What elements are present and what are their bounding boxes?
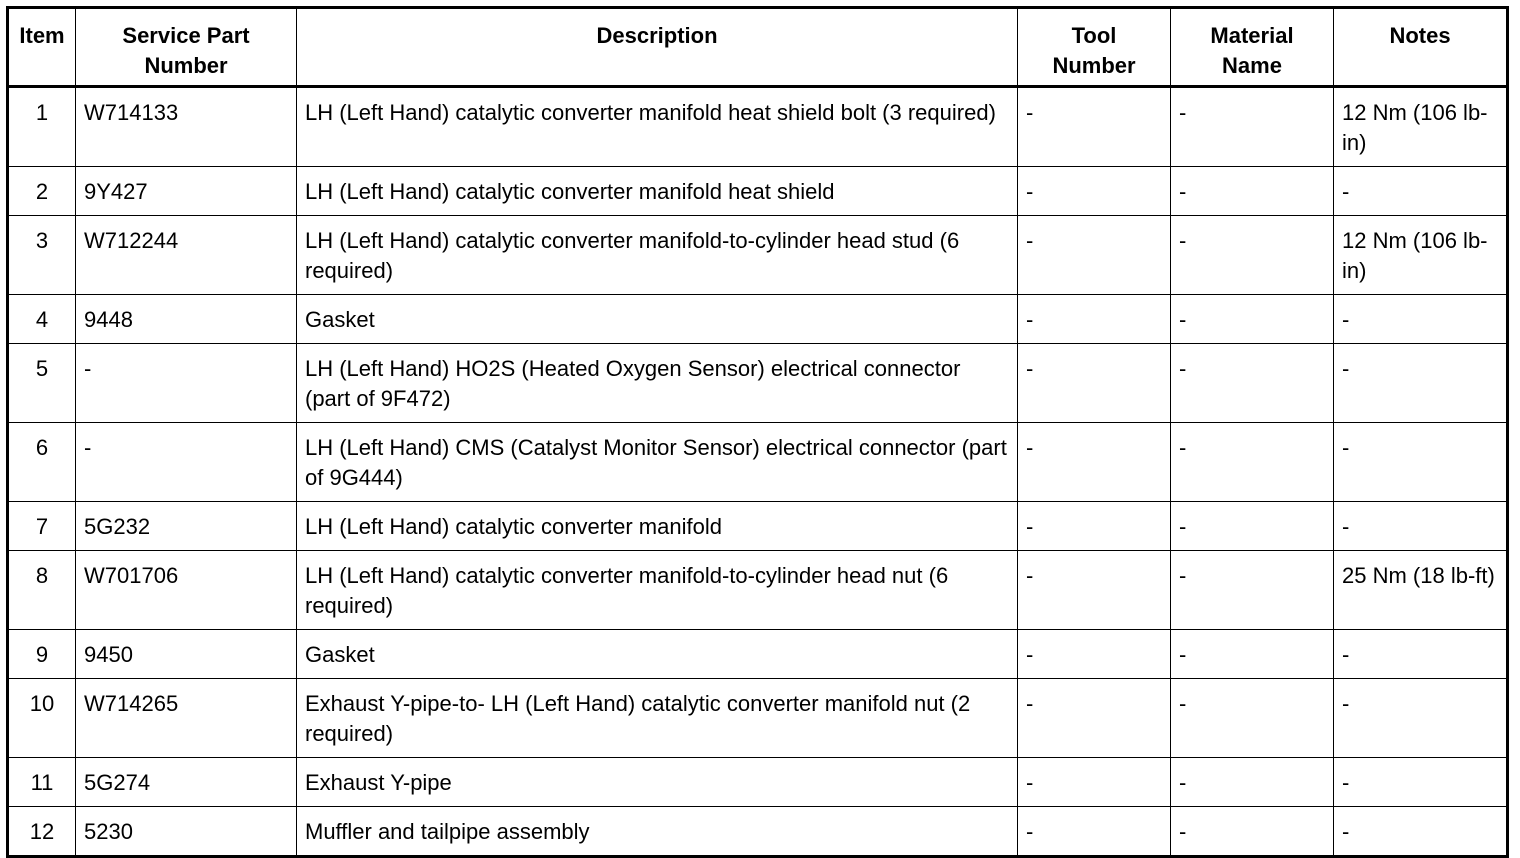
cell-description: Muffler and tailpipe assembly [297, 807, 1018, 857]
cell-description: LH (Left Hand) catalytic converter manifold-to-cylinder head stud (6 required) [297, 216, 1018, 295]
cell-notes: - [1334, 344, 1508, 423]
cell-item: 10 [8, 679, 76, 758]
table-row [8, 344, 1508, 423]
cell-service-part-number: W701706 [76, 551, 297, 630]
cell-service-part-number: 5230 [76, 807, 297, 857]
table-row [8, 502, 1508, 551]
cell-material-name: - [1171, 679, 1334, 758]
cell-service-part-number: 5G274 [76, 758, 297, 807]
cell-description: LH (Left Hand) HO2S (Heated Oxygen Sensor) electrical connector (part of 9F472) [297, 344, 1018, 423]
cell-description: Exhaust Y-pipe [297, 758, 1018, 807]
cell-material-name: - [1171, 502, 1334, 551]
cell-item: 6 [8, 423, 76, 502]
cell-item: 7 [8, 502, 76, 551]
header-service-part-number-line2: Number [144, 53, 228, 78]
cell-material-name: - [1171, 630, 1334, 679]
cell-description: Gasket [297, 295, 1018, 344]
table-row [8, 216, 1508, 295]
header-row [8, 8, 1508, 87]
cell-notes: - [1334, 758, 1508, 807]
header-tool-number-line2: Number [1052, 53, 1136, 78]
cell-notes: 12 Nm (106 lb-in) [1334, 87, 1508, 167]
cell-item: 8 [8, 551, 76, 630]
cell-tool-number: - [1018, 630, 1171, 679]
cell-notes: - [1334, 167, 1508, 216]
cell-description: LH (Left Hand) catalytic converter manifold [297, 502, 1018, 551]
cell-tool-number: - [1018, 758, 1171, 807]
cell-material-name: - [1171, 167, 1334, 216]
cell-item: 9 [8, 630, 76, 679]
cell-material-name: - [1171, 216, 1334, 295]
table-row [8, 87, 1508, 167]
header-description: Description [297, 8, 1018, 87]
cell-description: LH (Left Hand) CMS (Catalyst Monitor Sensor) electrical connector (part of 9G444) [297, 423, 1018, 502]
cell-tool-number: - [1018, 344, 1171, 423]
cell-service-part-number: 5G232 [76, 502, 297, 551]
cell-notes: - [1334, 630, 1508, 679]
table-row [8, 167, 1508, 216]
cell-tool-number: - [1018, 87, 1171, 167]
table-row [8, 679, 1508, 758]
table-row [8, 807, 1508, 857]
table-row [8, 551, 1508, 630]
cell-material-name: - [1171, 87, 1334, 167]
cell-service-part-number: W712244 [76, 216, 297, 295]
cell-material-name: - [1171, 551, 1334, 630]
table-header [8, 8, 1508, 87]
cell-material-name: - [1171, 344, 1334, 423]
cell-notes: - [1334, 502, 1508, 551]
cell-service-part-number: W714265 [76, 679, 297, 758]
table-row [8, 630, 1508, 679]
cell-item: 11 [8, 758, 76, 807]
cell-tool-number: - [1018, 679, 1171, 758]
cell-service-part-number: 9448 [76, 295, 297, 344]
cell-material-name: - [1171, 758, 1334, 807]
cell-notes: 25 Nm (18 lb-ft) [1334, 551, 1508, 630]
cell-notes: - [1334, 295, 1508, 344]
cell-notes: - [1334, 807, 1508, 857]
cell-description: LH (Left Hand) catalytic converter manifold heat shield bolt (3 required) [297, 87, 1018, 167]
cell-material-name: - [1171, 807, 1334, 857]
cell-item: 4 [8, 295, 76, 344]
cell-material-name: - [1171, 295, 1334, 344]
cell-tool-number: - [1018, 167, 1171, 216]
cell-item: 12 [8, 807, 76, 857]
cell-material-name: - [1171, 423, 1334, 502]
cell-notes: - [1334, 423, 1508, 502]
table-row [8, 423, 1508, 502]
cell-service-part-number: W714133 [76, 87, 297, 167]
cell-description: LH (Left Hand) catalytic converter manifold heat shield [297, 167, 1018, 216]
cell-item: 3 [8, 216, 76, 295]
header-service-part-number-line1: Service Part [122, 23, 250, 48]
cell-tool-number: - [1018, 295, 1171, 344]
header-tool-number [1018, 8, 1171, 87]
cell-tool-number: - [1018, 423, 1171, 502]
cell-description: Exhaust Y-pipe-to- LH (Left Hand) catalytic converter manifold nut (2 required) [297, 679, 1018, 758]
cell-tool-number: - [1018, 216, 1171, 295]
cell-tool-number: - [1018, 502, 1171, 551]
cell-item: 5 [8, 344, 76, 423]
cell-notes: 12 Nm (106 lb-in) [1334, 216, 1508, 295]
cell-item: 2 [8, 167, 76, 216]
parts-table [6, 6, 1509, 858]
cell-item: 1 [8, 87, 76, 167]
header-notes: Notes [1334, 8, 1508, 87]
header-material-name [1171, 8, 1334, 87]
cell-service-part-number: - [76, 423, 297, 502]
header-item: Item [8, 8, 76, 87]
header-service-part-number [76, 8, 297, 87]
header-tool-number-line1: Tool [1071, 23, 1117, 48]
table-row [8, 758, 1508, 807]
table-row [8, 295, 1508, 344]
cell-notes: - [1334, 679, 1508, 758]
header-material-name-line1: Material [1210, 23, 1294, 48]
table-body [8, 87, 1508, 857]
cell-description: LH (Left Hand) catalytic converter manifold-to-cylinder head nut (6 required) [297, 551, 1018, 630]
cell-tool-number: - [1018, 551, 1171, 630]
cell-service-part-number: 9450 [76, 630, 297, 679]
cell-service-part-number: - [76, 344, 297, 423]
header-material-name-line2: Name [1222, 53, 1282, 78]
cell-tool-number: - [1018, 807, 1171, 857]
cell-description: Gasket [297, 630, 1018, 679]
cell-service-part-number: 9Y427 [76, 167, 297, 216]
